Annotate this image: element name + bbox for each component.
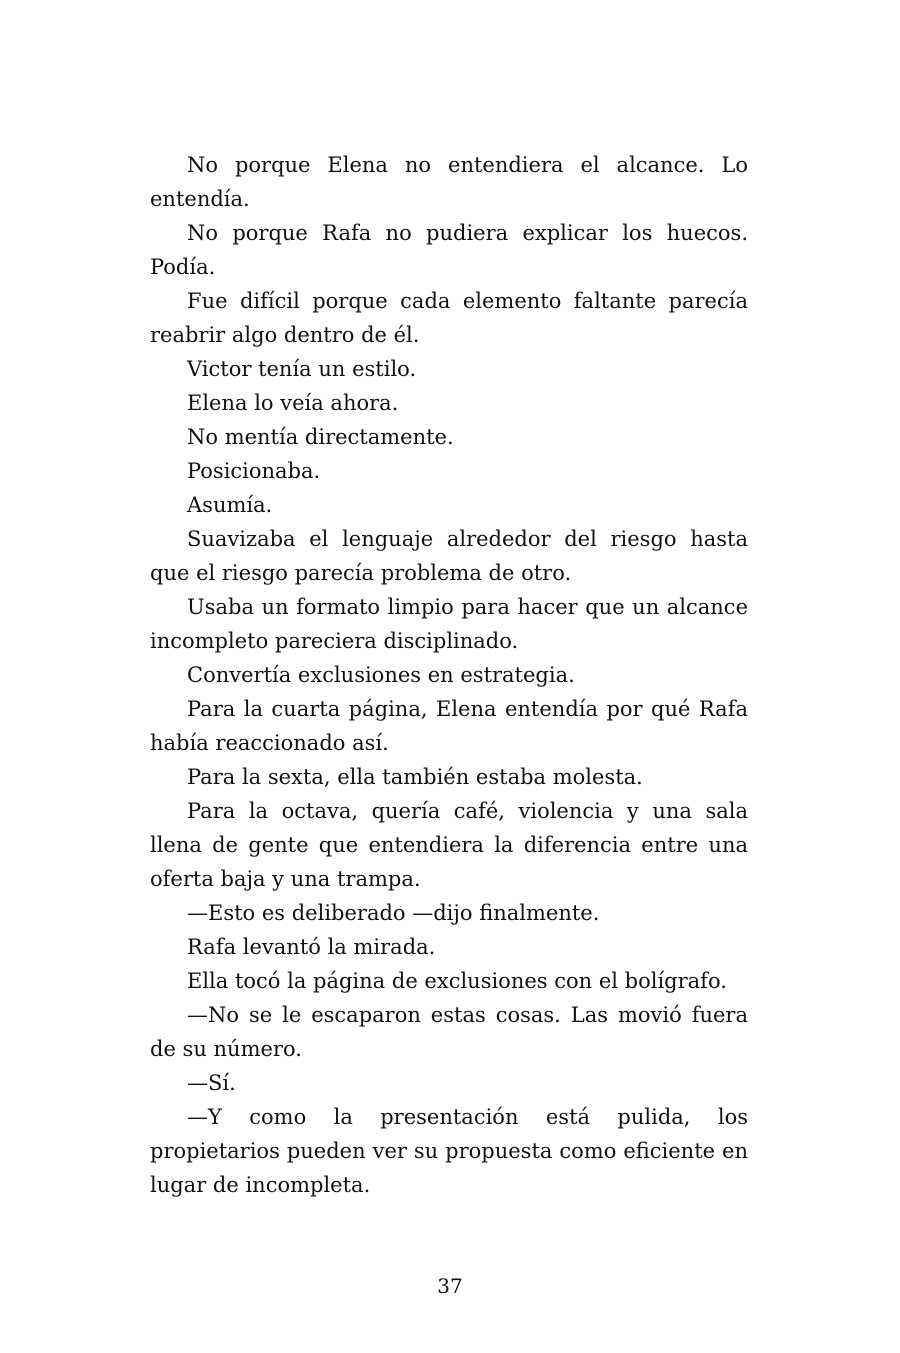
paragraph: Fue difícil porque cada elemento faltante parecía reabrir algo dentro de él. <box>150 289 748 347</box>
paragraph: —No se le escaparon estas cosas. Las movió fuera de su número. <box>150 1003 748 1061</box>
paragraph: Ella tocó la página de exclusiones con el bolígrafo. <box>187 969 727 993</box>
paragraph: Para la sexta, ella también estaba molesta. <box>187 765 643 789</box>
paragraph: —Esto es deliberado —dijo finalmente. <box>187 901 600 925</box>
paragraph: No mentía directamente. <box>187 425 454 449</box>
paragraph: Rafa levantó la mirada. <box>187 935 436 959</box>
paragraph: Usaba un formato limpio para hacer que un alcance incompleto pareciera disciplinado. <box>150 595 748 653</box>
paragraph: Victor tenía un estilo. <box>187 357 417 381</box>
paragraph: Elena lo veía ahora. <box>187 391 399 415</box>
paragraph: Convertía exclusiones en estrategia. <box>187 663 575 687</box>
paragraph: No porque Elena no entendiera el alcance. Lo entendía. <box>150 153 748 211</box>
paragraph: Posicionaba. <box>187 459 321 483</box>
paragraph: Para la octava, quería café, violencia y una sala llena de gente que entendiera la diferencia entre una oferta baja y una trampa. <box>150 799 748 891</box>
page-number: 37 <box>437 1274 463 1298</box>
paragraph: Suavizaba el lenguaje alrededor del riesgo hasta que el riesgo parecía problema de otro. <box>150 527 748 585</box>
body-text <box>150 148 748 1202</box>
paragraph: No porque Rafa no pudiera explicar los huecos. Podía. <box>150 221 748 279</box>
paragraph: —Y como la presentación está pulida, los propietarios pueden ver su propuesta como eficiente en lugar de incompleta. <box>150 1105 748 1197</box>
paragraph: Para la cuarta página, Elena entendía por qué Rafa había reaccionado así. <box>150 697 748 755</box>
paragraph: Asumía. <box>187 493 273 517</box>
paragraph: —Sí. <box>187 1071 236 1095</box>
